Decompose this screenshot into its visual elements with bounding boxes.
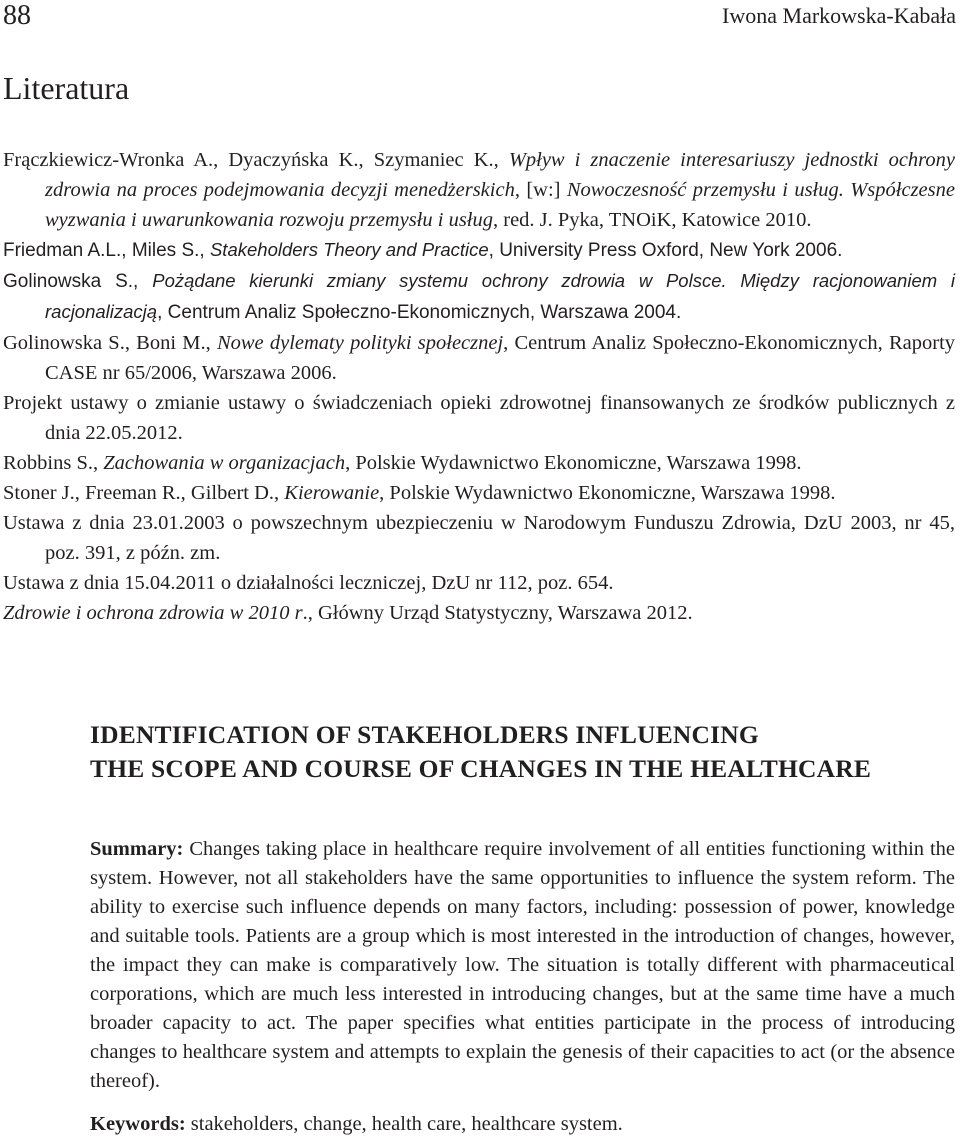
reference-item: Golinowska S., Pożądane kierunki zmiany systemu ochrony zdrowia w Polsce. Między racjonowaniem i racjonalizacją, Centrum Analiz Społeczno-Ekonomicznych, Warszawa 2004. <box>3 270 956 323</box>
keywords-label: Keywords: <box>90 1113 186 1135</box>
keywords-text: stakeholders, change, health care, healthcare system. <box>185 1113 623 1135</box>
reference-item: Ustawa z dnia 15.04.2011 o działalności leczniczej, DzU nr 112, poz. 654. <box>3 572 614 594</box>
reference-item: Golinowska S., Boni M., Nowe dylematy polityki społecznej, Centrum Analiz Społeczno-Ekonomicznych, Raporty CASE nr 65/2006, Warszawa 2006. <box>3 332 956 384</box>
paper-title-line-1: IDENTIFICATION OF STAKEHOLDERS INFLUENCING <box>90 720 759 749</box>
summary-text: Changes taking place in healthcare require involvement of all entities functioning within the system. However, not all stakeholders have the same opportunities to influence the system reform. The ability to exercise such influence depends on many factors, including: possession of power, knowledge and suitable tools. Patients are a group which is most interested in the introduction of changes, however, the impact they can make is comparatively low. The situation is totally different with pharmaceutical corporations, which are much less interested in introducing changes, but at the same time have a much broader capacity to act. The paper specifies what entities participate in the process of introducing changes to healthcare system and attempts to explain the genesis of their capacities to act (or the absence thereof). <box>90 838 955 1092</box>
literature-heading: Literatura <box>3 70 130 106</box>
running-header <box>0 0 960 36</box>
keywords-paragraph <box>90 1110 955 1139</box>
reference-item: Stoner J., Freeman R., Gilbert D., Kierowanie, Polskie Wydawnictwo Ekonomiczne, Warszawa 1998. <box>3 482 836 504</box>
summary-label: Summary: <box>90 838 184 860</box>
english-summary-section <box>90 718 955 1139</box>
running-head-author: Iwona Markowska-Kabała <box>722 3 956 28</box>
paper-title <box>90 718 955 786</box>
reference-list <box>3 145 955 628</box>
paper-title-line-2: THE SCOPE AND COURSE OF CHANGES IN THE HEALTHCARE <box>90 754 872 783</box>
page-number: 88 <box>3 0 31 31</box>
reference-item: Robbins S., Zachowania w organizacjach, Polskie Wydawnictwo Ekonomiczne, Warszawa 1998. <box>3 452 802 474</box>
reference-item: Ustawa z dnia 23.01.2003 o powszechnym ubezpieczeniu w Narodowym Funduszu Zdrowia, DzU 2003, nr 45, poz. 391, z późn. zm. <box>3 512 955 564</box>
reference-item: Frączkiewicz-Wronka A., Dyaczyńska K., Szymaniec K., Wpływ i znaczenie interesariuszy jednostki ochrony zdrowia na proces podejmowania decyzji menedżerskich, [w:] Nowoczesność przemysłu i usług. Współczesne wyzwania i uwarunkowania rozwoju przemysłu i usług, red. J. Pyka, TNOiK, Katowice 2010. <box>3 149 955 231</box>
reference-item: Projekt ustawy o zmianie ustawy o świadczeniach opieki zdrowotnej finansowanych ze środków publicznych z dnia 22.05.2012. <box>3 392 955 444</box>
reference-item: Friedman A.L., Miles S., Stakeholders Theory and Practice, University Press Oxford, New York 2006. <box>3 239 843 261</box>
reference-item: Zdrowie i ochrona zdrowia w 2010 r., Główny Urząd Statystyczny, Warszawa 2012. <box>3 602 693 624</box>
summary-paragraph <box>90 835 955 1096</box>
